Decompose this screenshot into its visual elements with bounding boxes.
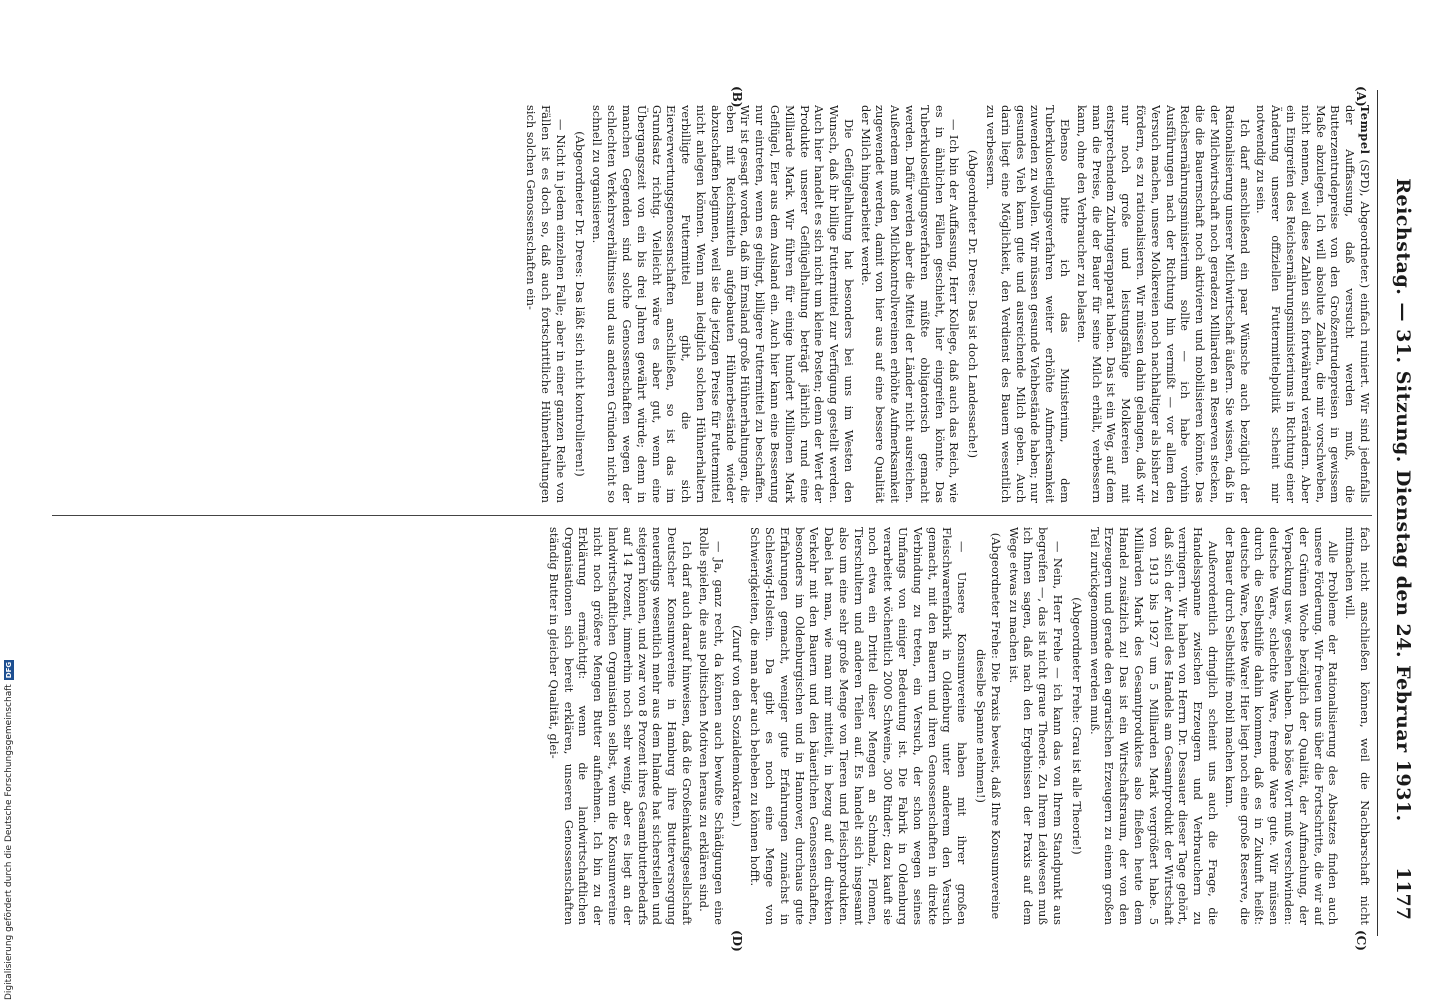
right-interjection-3: (Zuruf von den Sozialdemokraten.): [730, 625, 745, 827]
left-paragraph-1-text: (SPD), Abgeordneter.) einfach ruiniert. Wir sind jedenfalls der Auffassung, daß versucht werden muß, die Butterzentrudepreise von den Großzentrudepreisen in gewissem Maße abzulegen. Ich will absolute Zahlen, die mir vorschweben, nicht nennen, weil diese Zahlen sich fortwährend verändern. Aber ein Eingreifen des Reichsernährungsministeriums in Richtung einer Änderung unserer offiziellen Futtermittelpolitik scheint mir notwendig zu sein.: [1254, 105, 1372, 503]
speaker-name: Tempel: [1358, 105, 1372, 155]
left-interjection-2: (Abgeordneter Dr. Drees: Das läßt sich nicht kontrollieren!): [572, 131, 587, 477]
right-paragraph-5: — Unsere Konsumvereine haben mit ihrer großen Fleischwarenfabrik in Oldenburg unter anderem den Versuch gemacht, mit den Bauern und ihren Genossenschaften in direkte Verbindung zu treten, ein Versuch, der schon wegen seines Umfangs von einiger Bedeutung ist. Die Fabrik in Oldenburg verarbeitet wöchentlich 2000 Schweine, 300 Rinder; dazu kauft sie noch etwa ein Drittel dieser Mengen an Schmalz, Flomen, Tierschultern und anderen Teilen auf. Es handelt sich insgesamt also um eine sehr große Menge von Tieren und Fleischprodukten. Dabei hat man, wie man mir mitteilt, in bezug auf den direkten Verkehr mit den Bauern und den bäuerlichen Genossenschaften, besonders im Oldenburgischen und in Hannover, durchaus gute Erfahrungen gemacht, weniger gute Erfahrungen zunächst in Schleswig-Holstein. Da gibt es noch eine Menge von Schwierigkeiten, die man aber auch beheben zu können hofft.: [748, 527, 970, 925]
margin-mark-c: (C): [1354, 930, 1368, 951]
left-interjection-1: (Abgeordneter Dr. Drees: Das ist doch Landessache!): [966, 149, 981, 459]
margin-mark-b: (B): [730, 86, 744, 108]
right-interjection-1: (Abgeordneter Frehe: Grau ist alle Theorie!): [1069, 597, 1084, 855]
left-paragraph-5: Die Geflügelhaltung hat besonders bei uns im Westen den Wunsch, daß ihr billige Futtermittel zur Verfügung gestellt werden. Auch hier handelt es sich nicht um kleine Posten; denn der Wert der Produkte unserer Geflügelhaltung beträgt jährlich rund eine Milliarde Mark. Wir führen für einige hundert Millionen Mark Geflügel, Eier aus dem Ausland ein. Auch hier kann eine Besserung nur eintreten, wenn es gelingt, billigere Futtermittel zu beschaffen. Wir ist gesagt worden, daß im Emsland große Hühnerhaltungen, die eben mit Reichsmitteln aufgebauten Hühnerbestände wieder abzuschaffen beginnen, weil sie die jetzigen Preise für Futtermittel nicht anlegen können. Wenn man lediglich solchen Hühnerhaltern verbilligte Futtermittel gibt, die sich Eierverwertungsgenossenschaften anschließen, so ist das im Grundsatz richtig. Vielleicht wäre es aber gut, wenn eine Übergangszeit von ein bis drei Jahren gewährt würde; denn in manchen Gegenden sind solche Genossenschaften wegen der schlechten Verkehrsverhältnisse und aus anderen Gründen nicht so schnell zu organisieren.: [590, 105, 856, 503]
right-paragraph-3: Außerordentlich dringlich scheint uns auch die Frage, die Handelsspanne zwischen Erzeugern und Verbrauchern zu verringern. Wir haben von Herrn Dr. Dessauer dieser Tage gehört, daß sich der Anteil des Handels am Gesamtprodukt der Wirtschaft von 1913 bis 1927 um 5 Milliarden Mark vergrößert habe. 5 Milliarden Mark des Gesamtproduktes also fließen heute dem Handel zusätzlich zu! Das ist ein Wirtschaftsraum, der von den Erzeugern und gerade den agrarischen Erzeugern zu einem großen Teil zurückgenommen werden muß.: [1087, 527, 1221, 925]
column-divider: [52, 515, 1372, 516]
page-number: 1177: [1392, 867, 1414, 920]
dfg-logo-icon: DFG: [5, 661, 13, 679]
left-paragraph-1: [1254, 105, 1372, 503]
margin-mark-a: (A): [1354, 86, 1368, 107]
right-paragraph-4: — Nein, Herr Frehe — ich kann das von Ihrem Standpunkt aus begreifen —, das ist nicht graue Theorie. Zu Ihrem Leidwesen muß ich Ihnen sagen, daß nach den Ergebnissen der Praxis auf dem Wege etwas zu machen ist.: [1006, 527, 1066, 925]
running-head: Reichstag. — 31. Sitzung. Dienstag den 24. Februar 1931.: [1392, 178, 1414, 822]
margin-mark-d: (D): [730, 930, 744, 952]
left-paragraph-6: — Nicht in jedem einzelnen Falle; aber in einer ganzen Reihe von Fällen ist es doch so, daß auch fortschrittliche Hühnerhaltungen sich solchen Genossenschaften ein-: [524, 105, 568, 503]
header-rule: [1377, 90, 1378, 936]
left-paragraph-2: Ich darf anschließend ein paar Wünsche auch bezüglich der Rationalisierung unserer Milchwirtschaft äußern. Sie wissen, daß in der Milchwirtschaft noch geradezu Milliarden an Reserven stecken, die die Bauernschaft noch aktivieren und mobilisieren könnte. Das Reichsernährungsministerium sollte — ich habe vorhin Ausführungen nach der Richtung hin vermißt — vor allem den Versuch machen, unsere Molkereien noch nachhaltiger als bisher zu fördern, es zu rationalisieren. Wir müssen dahin gelangen, daß wir nur noch große und leistungsfähige Molkereien mit entsprechendem Zubringerapparat haben. Das ist ein Weg, auf dem man die Preise, die der Bauer für seine Milch erhält, verbessern kann, ohne den Verbraucher zu belasten.: [1074, 105, 1252, 503]
right-paragraph-7: Ich darf auch darauf hinweisen, daß die Großeinkaufsgesellschaft Deutscher Konsumvereine in Hamburg ihre Butterversorgung neuerdings wesentlich mehr aus dem Inlande hat sicherstellen und steigern können, und zwar von 8 Prozent ihres Gesamtbutterbedarfs auf 14 Prozent, immerhin noch sehr wenig, aber es liegt an der landwirtschaftlichen Organisation selbst, wenn die Konsumvereine nicht noch größere Mengen Butter aufnehmen. Ich bin zu der Erklärung ermächtigt: wenn die landwirtschaftlichen Organisationen sich bereit erklären, unseren Genossenschaften ständig Butter in gleicher Qualität, glei-: [546, 527, 694, 925]
right-column: [32, 527, 1372, 925]
left-paragraph-3: Ebenso bitte ich das Ministerium, dem Tuberkulosetilgungsverfahren weiter erhöhte Aufmerksamkeit zuwenden zu wollen. Wir müssen gesunde Viehbestände haben; nur gesundes Vieh kann gute und ausreichende Milch geben. Auch darin liegt eine Möglichkeit, den Verdienst des Bauern wesentlich zu verbessern.: [984, 105, 1073, 503]
left-paragraph-4: — Ich bin der Auffassung, Herr Kollege, daß auch das Reich, wie es in ähnlichen Fällen geschieht, hier eingreifen könnte. Das Tuberkulosetilgungsverfahren müßte obligatorisch gemacht werden. Dafür werden aber die Mittel der Länder nicht ausreichen. Außerdem muß den Milchkontrollvereinen erhöhte Aufmerksamkeit zugewendet werden, damit von hier aus auf eine bessere Qualität der Milch hingearbeitet werde.: [858, 105, 962, 503]
right-paragraph-2: Alle Probleme der Rationalisierung des Absatzes finden auch unsere Förderung. Wir freuen uns über die Fortschritte, die wir auf der Grünen Woche bezüglich der Qualität, der Aufmachung, der Verpackung usw. gesehen haben. Das böse Wort muß verschwinden: deutsche Ware, schlechte Ware, fremde Ware gute. Wir müssen durch die Selbsthilfe dahin kommen, daß es in Zukunft heißt: deutsche Ware, beste Ware! Hier liegt noch eine große Reserve, die der Bauer durch Selbsthilfe mobil machen kann.: [1222, 527, 1341, 925]
left-column: [32, 105, 1372, 503]
page-header: [1374, 0, 1434, 1000]
credit-text: Digitalisierung gefördert durch die Deutsche Forschungsgemeinschaft: [4, 684, 14, 1000]
digitization-credit: [3, 0, 15, 1000]
right-paragraph-6: — Ja, ganz recht, da können auch bewußte Schädigungen eine Rolle spielen, die aus politischen Motiven heraus zu erklären sind.: [696, 527, 726, 925]
right-interjection-2: (Abgeordneter Frehe: Die Praxis beweist, daß Ihre Konsumvereine dieselbe Spanne nehmen!): [974, 532, 1003, 920]
right-paragraph-1: fach nicht anschließen können, weil die Nachbarschaft nicht mitmachen will.: [1343, 527, 1372, 925]
